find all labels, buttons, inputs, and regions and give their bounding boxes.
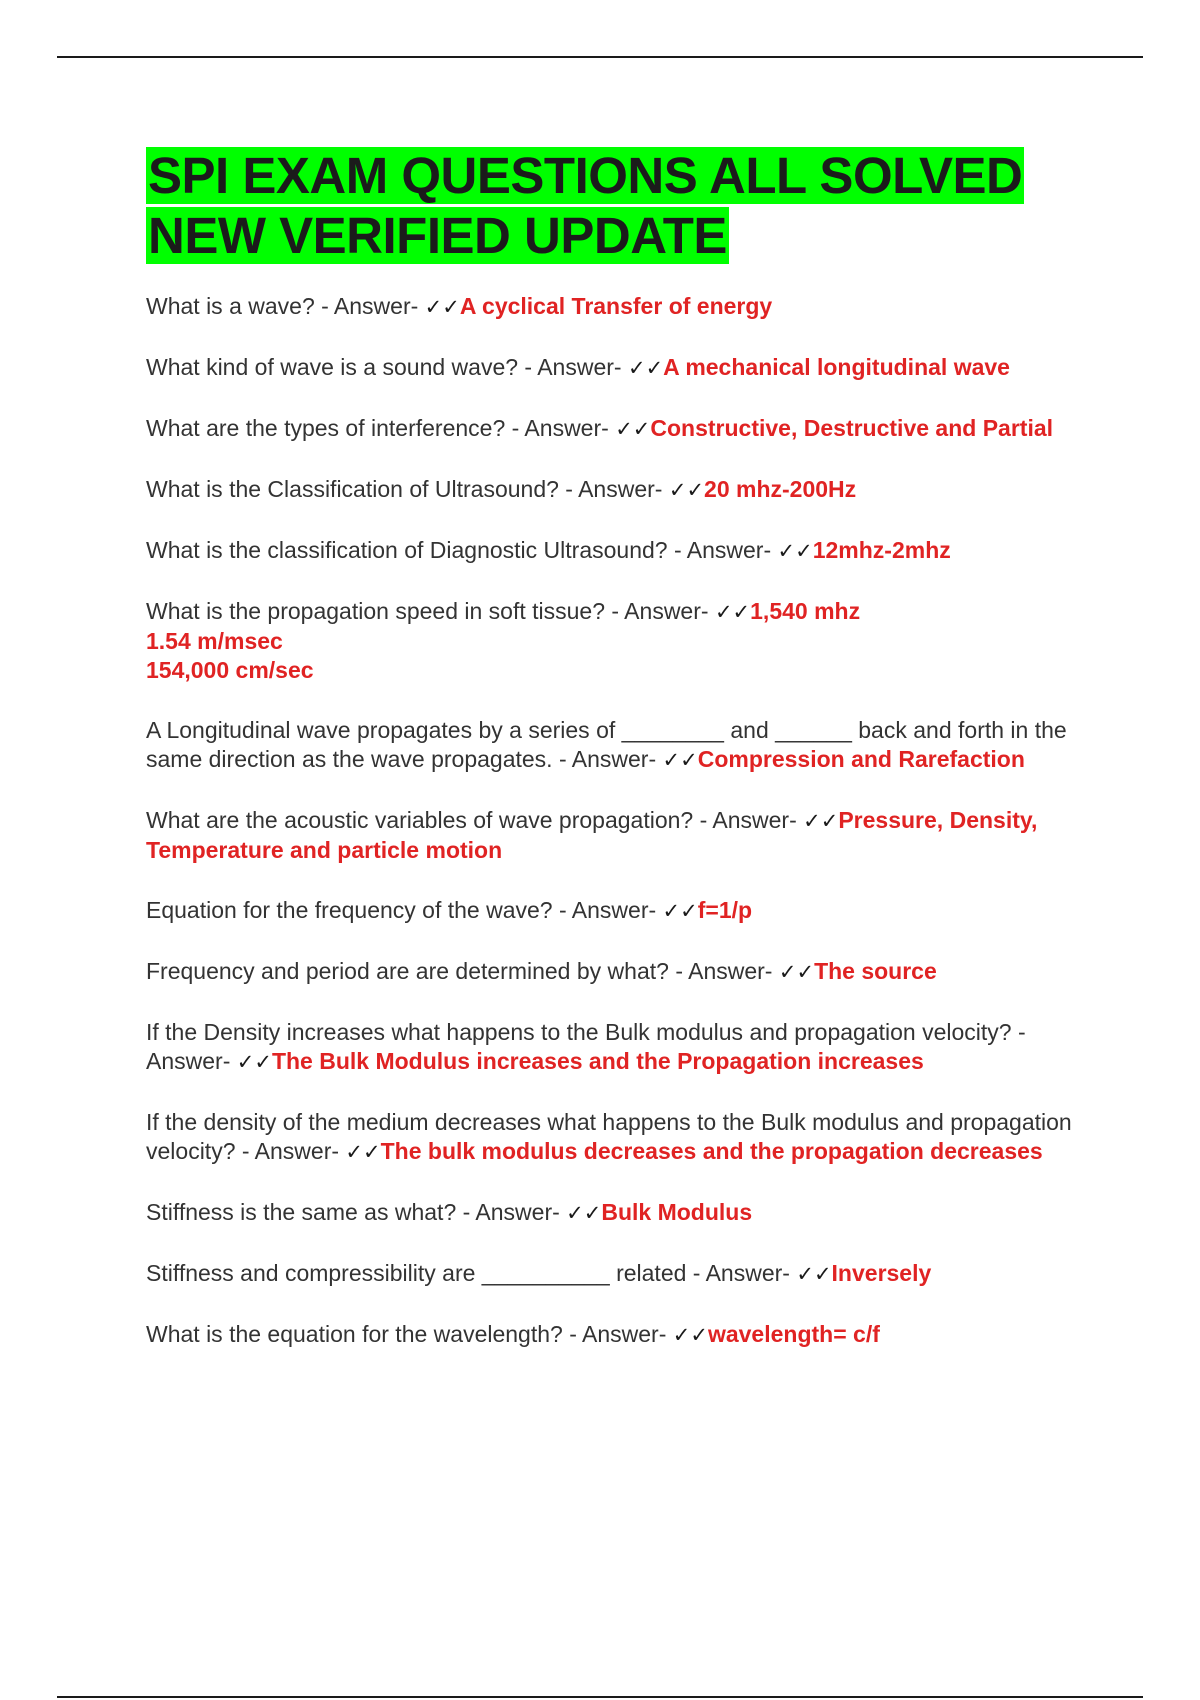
answer-prefix: - Answer-	[505, 415, 616, 441]
title-line-2: NEW VERIFIED UPDATE	[148, 207, 727, 264]
qa-item	[146, 414, 1096, 444]
answer-prefix: - Answer-	[552, 746, 663, 772]
answer-prefix: - Answer-	[558, 476, 669, 502]
answer-text: A mechanical longitudinal wave	[663, 354, 1010, 380]
question-text: A Longitudinal wave propagates by a series of ________ and ______ back and forth in the same direction as the wave propagates.	[146, 717, 1067, 772]
qa-item	[146, 475, 1096, 505]
answer-text: Constructive, Destructive and Partial	[650, 415, 1054, 441]
answer-prefix: - Answer-	[693, 807, 804, 833]
question-text: What are the acoustic variables of wave propagation?	[146, 807, 694, 833]
qa-item	[146, 1320, 1096, 1350]
double-check-icon: ✓✓	[803, 809, 839, 833]
answer-text: 1,540 mhz	[750, 598, 861, 624]
qa-item	[146, 597, 1096, 685]
qa-item	[146, 353, 1096, 383]
answer-prefix: - Answer-	[518, 354, 628, 380]
qa-item	[146, 292, 1096, 322]
answer-prefix: - Answer-	[235, 1138, 346, 1164]
question-text: Stiffness is the same as what?	[146, 1199, 457, 1225]
double-check-icon: ✓✓	[566, 1201, 602, 1225]
double-check-icon: ✓✓	[777, 539, 813, 563]
qa-item	[146, 1198, 1096, 1228]
answer-text: A cyclical Transfer of energy	[459, 293, 773, 319]
answer-prefix: - Answer-	[552, 897, 663, 923]
qa-item	[146, 896, 1096, 926]
document-body	[146, 146, 1096, 1381]
question-text: Equation for the frequency of the wave?	[146, 897, 553, 923]
double-check-icon: ✓✓	[714, 600, 751, 624]
question-text: What is the equation for the wavelength?	[146, 1321, 563, 1347]
double-check-icon: ✓✓	[627, 356, 664, 380]
answer-text: 12mhz-2mhz	[812, 537, 951, 563]
top-rule	[57, 56, 1143, 58]
answer-text: The bulk modulus decreases and the propagation decreases	[380, 1138, 1043, 1164]
double-check-icon: ✓✓	[672, 1323, 708, 1347]
answer-prefix: - Answer-	[146, 1019, 1026, 1074]
qa-item	[146, 1018, 1096, 1077]
double-check-icon: ✓✓	[345, 1140, 381, 1164]
answer-text: f=1/p	[697, 897, 753, 923]
question-text: What is the propagation speed in soft tissue?	[146, 598, 606, 624]
double-check-icon: ✓✓	[236, 1050, 272, 1074]
question-text: What is the Classification of Ultrasound?	[146, 476, 559, 502]
answer-text: Inversely	[831, 1260, 932, 1286]
question-text: What is a wave?	[146, 293, 315, 319]
answer-text-continued: 154,000 cm/sec	[146, 657, 314, 683]
question-text: Stiffness and compressibility are __________ related	[146, 1260, 687, 1286]
bottom-rule	[57, 1696, 1143, 1698]
qa-item	[146, 536, 1096, 566]
double-check-icon: ✓✓	[778, 960, 815, 984]
question-text: What are the types of interference?	[146, 415, 506, 441]
answer-text: 20 mhz-200Hz	[704, 476, 857, 502]
answer-prefix: - Answer-	[314, 293, 425, 319]
answer-text: Bulk Modulus	[601, 1199, 753, 1225]
qa-item	[146, 716, 1096, 775]
answer-text: The source	[814, 958, 937, 984]
qa-item	[146, 1259, 1096, 1289]
question-text: What kind of wave is a sound wave?	[146, 354, 519, 380]
question-text: If the density of the medium decreases what happens to the Bulk modulus and propagation velocity?	[146, 1109, 1072, 1164]
qa-item	[146, 957, 1096, 987]
answer-prefix: - Answer-	[667, 537, 778, 563]
double-check-icon: ✓✓	[424, 295, 460, 319]
qa-list	[146, 292, 1096, 1350]
question-text: Frequency and period are are determined by what?	[146, 958, 669, 984]
qa-item	[146, 806, 1096, 865]
double-check-icon: ✓✓	[662, 899, 698, 923]
title-line-1: SPI EXAM QUESTIONS ALL SOLVED	[148, 147, 1023, 204]
answer-prefix: - Answer-	[562, 1321, 673, 1347]
answer-text: The Bulk Modulus increases and the Propagation increases	[271, 1048, 924, 1074]
question-text: If the Density increases what happens to the Bulk modulus and propagation velocity?	[146, 1019, 1012, 1045]
double-check-icon: ✓✓	[668, 478, 705, 502]
answer-text-continued: 1.54 m/msec	[146, 628, 283, 654]
answer-text: Compression and Rarefaction	[697, 746, 1025, 772]
double-check-icon: ✓✓	[662, 748, 698, 772]
double-check-icon: ✓✓	[796, 1262, 832, 1286]
double-check-icon: ✓✓	[615, 417, 651, 441]
answer-prefix: - Answer-	[456, 1199, 567, 1225]
answer-prefix: - Answer-	[668, 958, 779, 984]
question-text: What is the classification of Diagnostic Ultrasound?	[146, 537, 668, 563]
document-title	[146, 146, 1096, 266]
answer-prefix: - Answer-	[686, 1260, 797, 1286]
qa-item	[146, 1108, 1096, 1167]
answer-text: Pressure, Density, Temperature and particle motion	[146, 807, 1038, 863]
answer-prefix: - Answer-	[605, 598, 715, 624]
answer-text: wavelength= c/f	[707, 1321, 880, 1347]
